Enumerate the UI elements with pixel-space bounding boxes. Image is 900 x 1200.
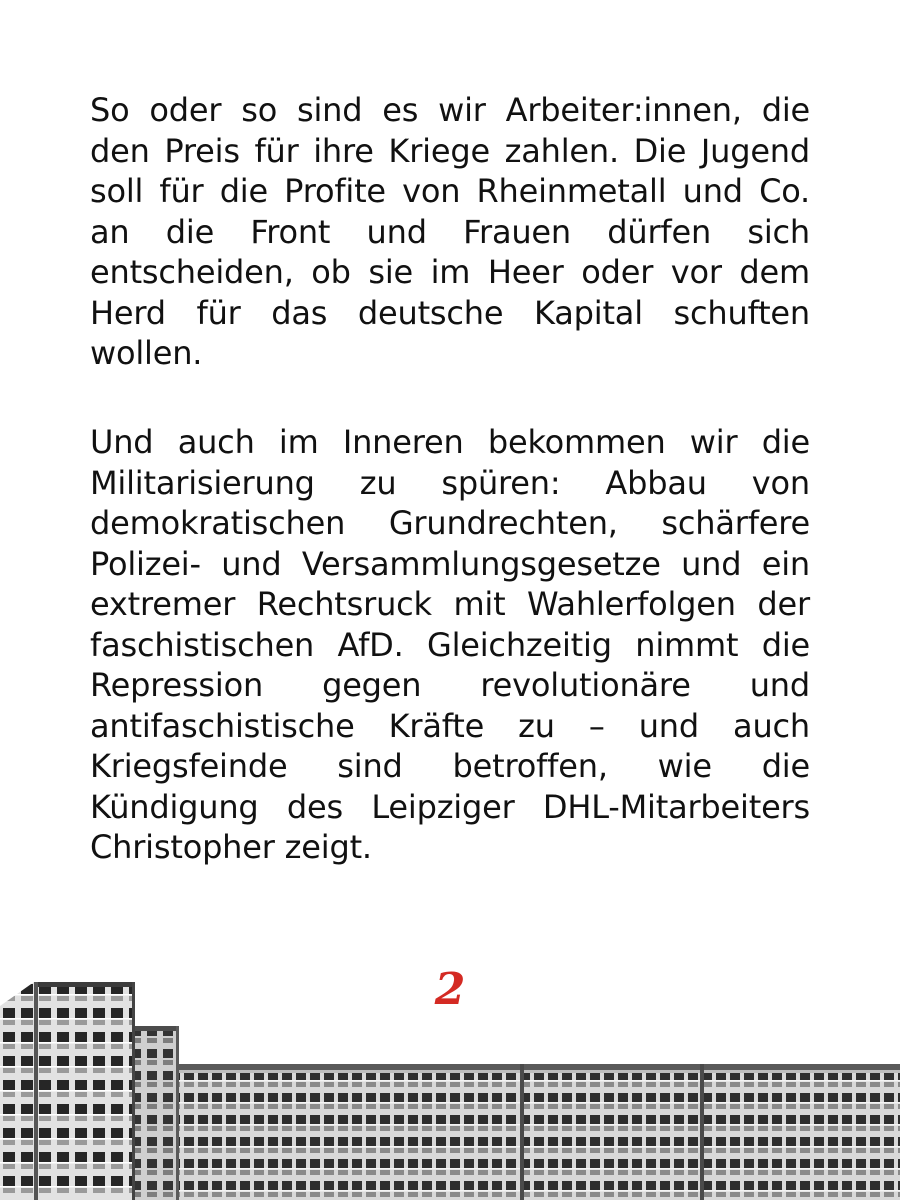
tall-tower bbox=[0, 982, 135, 1200]
middle-tower bbox=[128, 1026, 179, 1200]
paragraph-2: Und auch im Inneren bekommen wir die Militarisierung zu spüren: Abbau von demokratischen Grundrechten, schärfere Polizei- und Versammlungsgesetze und ein extremer Rechtsruck mit Wahlerfolgen der faschistischen AfD. Gleichzeitig nimmt die Repression gegen revolutionäre und antifaschistische Kräfte zu – und auch Kriegsfeinde sind betroffen, wie die Kündigung des Leipziger DHL-Mitarbeiters Christopher zeigt. bbox=[90, 423, 810, 866]
paragraph-1: So oder so sind es wir Arbeiter:innen, die den Preis für ihre Kriege zahlen. Die Jugend soll für die Profite von Rheinmetall und Co. an die Front und Frauen dürfen sich entscheiden, ob sie im Heer oder vor dem Herd für das deutsche Kapital schuften wollen. bbox=[90, 91, 810, 372]
building-facade-illustration bbox=[0, 980, 900, 1200]
page-number: 2 bbox=[434, 964, 466, 1015]
long-building bbox=[160, 1064, 900, 1200]
